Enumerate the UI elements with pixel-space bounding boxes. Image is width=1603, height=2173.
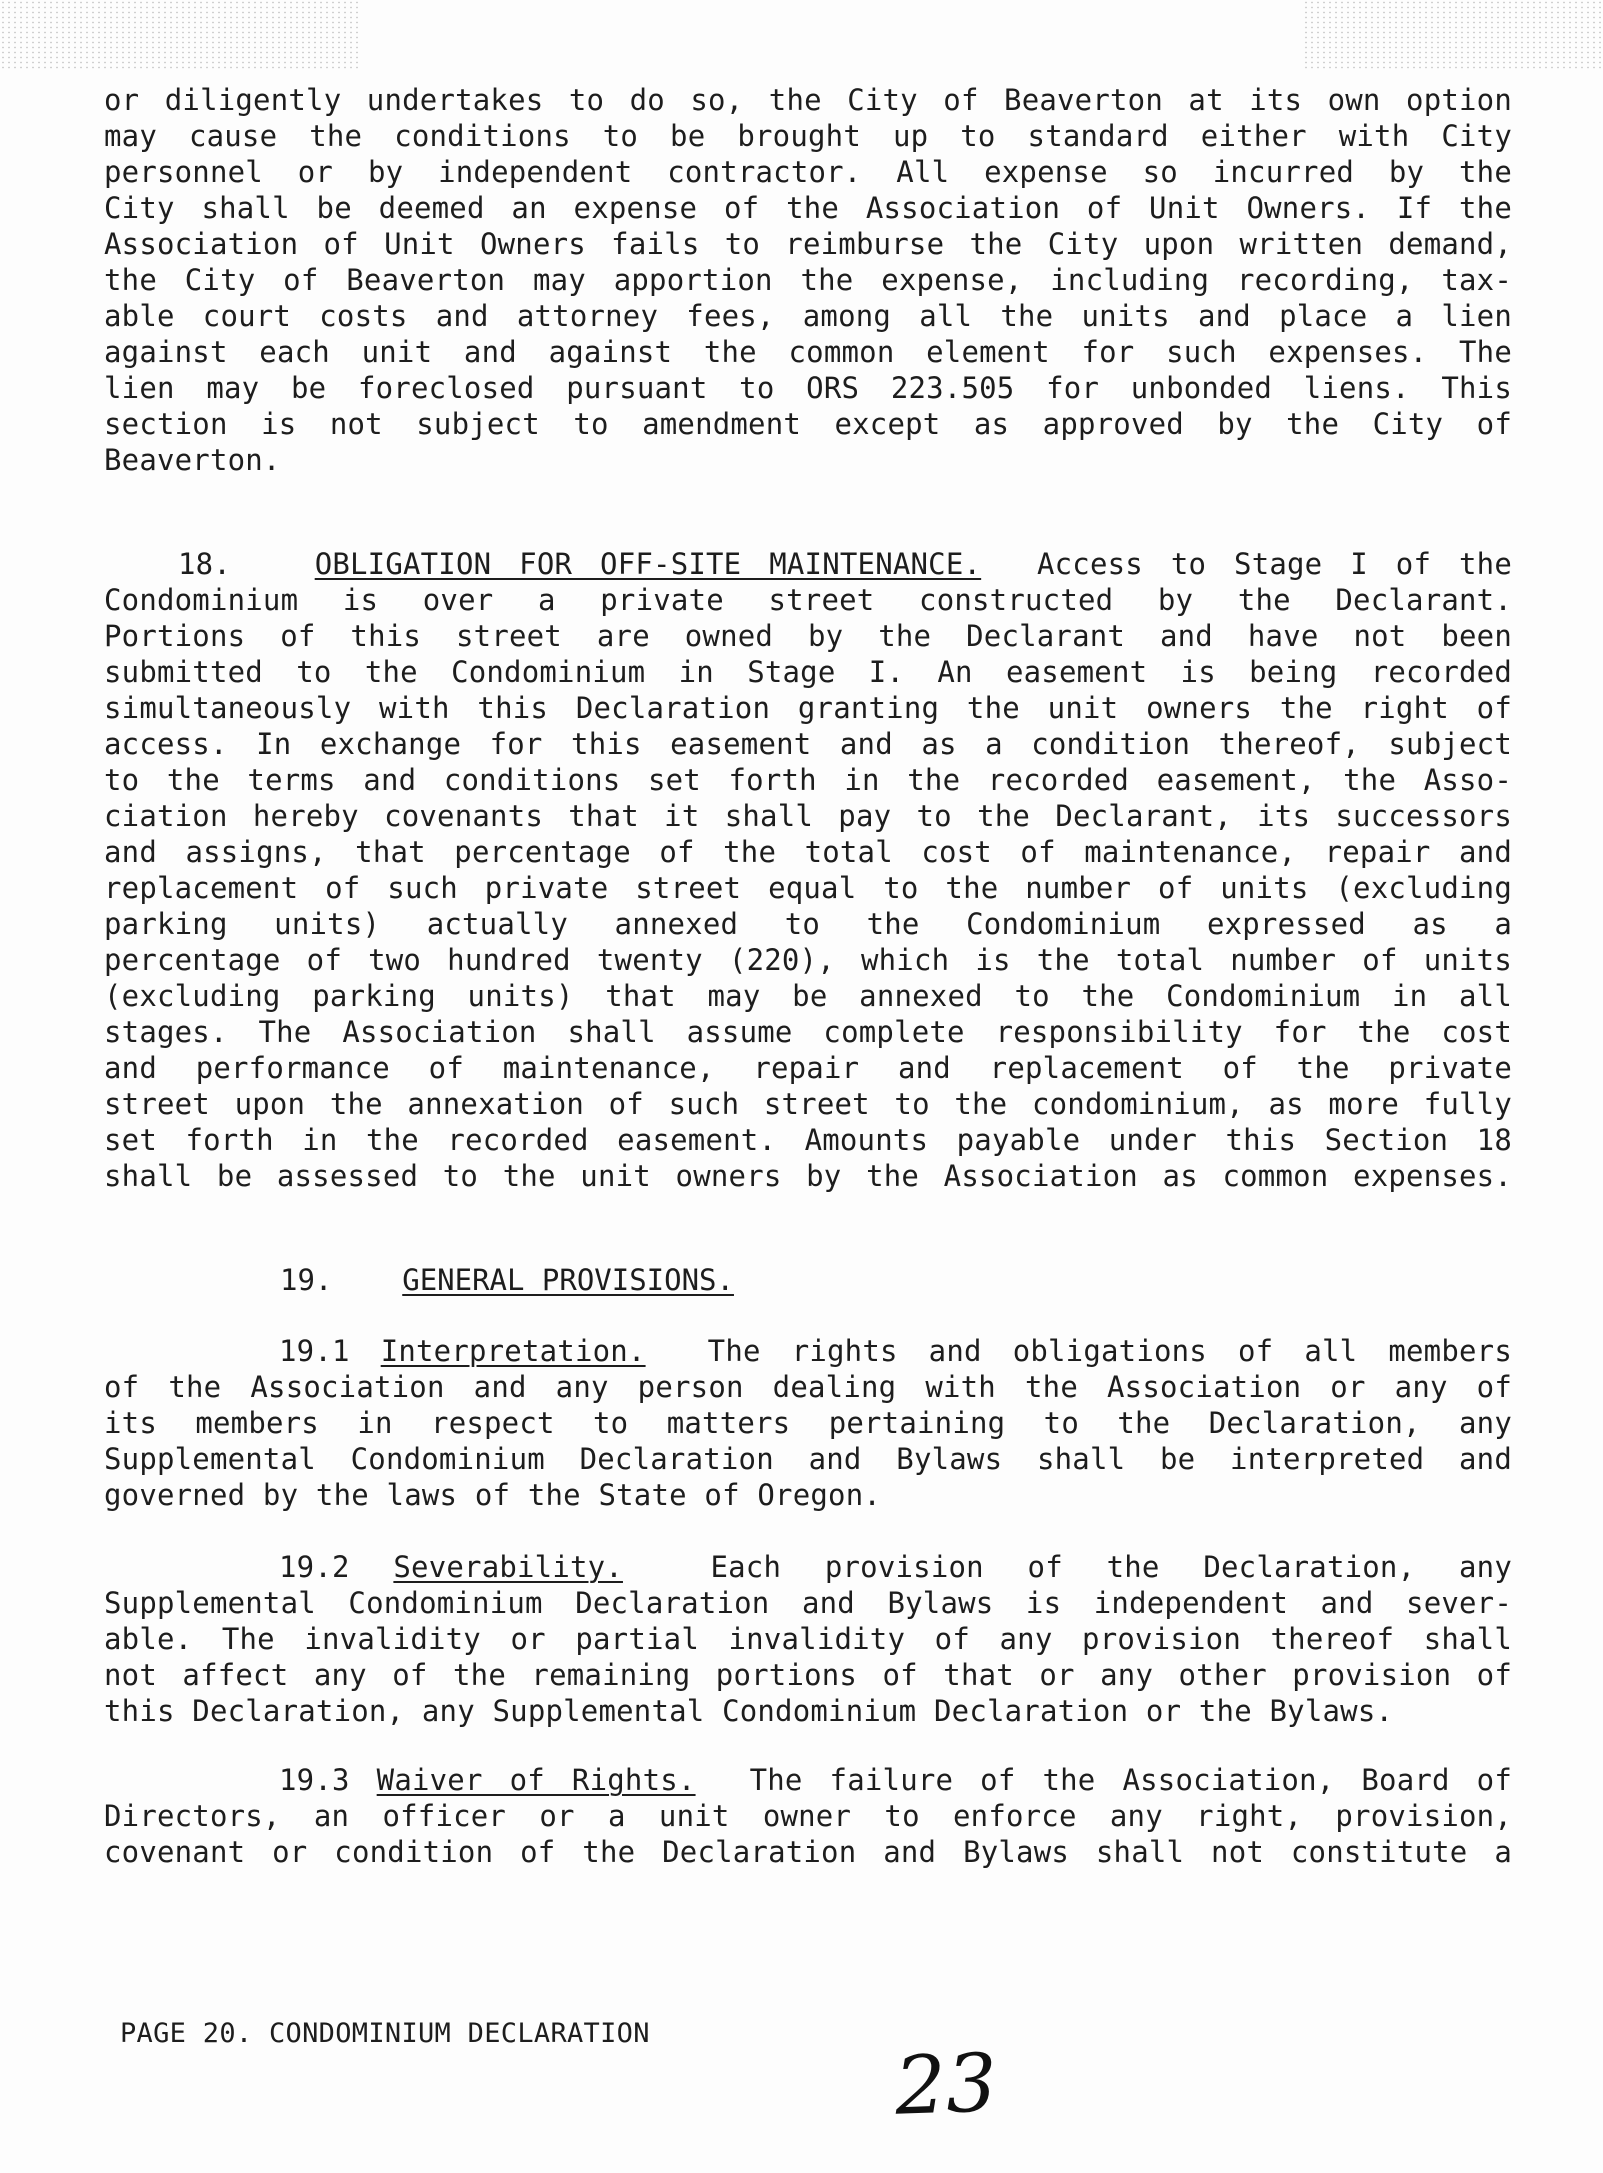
text-line: shall be assessed to the unit owners by the Association as common expenses. — [104, 1159, 1512, 1193]
text-line: or diligently undertakes to do so, the City of Beaverton at its own option — [104, 83, 1512, 117]
text-fragment: Each provision of the Declaration, any — [710, 1550, 1512, 1584]
section-19-1-first-line — [104, 1333, 1512, 1369]
text-fragment: Access to Stage I of the — [1036, 547, 1512, 581]
text-fragment: The rights and obligations of all members — [707, 1334, 1512, 1368]
text-line: submitted to the Condominium in Stage I. An easement is being recorded — [104, 655, 1512, 689]
text-line: Condominium is over a private street constructed by the Declarant. — [104, 583, 1512, 617]
section-number: 18. — [178, 547, 231, 581]
scan-noise — [0, 0, 360, 70]
text-line: able court costs and attorney fees, among all the units and place a lien — [104, 299, 1512, 333]
section-19-3-first-line — [104, 1762, 1512, 1798]
scan-noise — [1303, 0, 1603, 70]
text-line: (excluding parking units) that may be annexed to the Condominium in all — [104, 979, 1512, 1013]
text-line: Supplemental Condominium Declaration and Bylaws is independent and sever- — [104, 1586, 1512, 1620]
text-line: lien may be foreclosed pursuant to ORS 223.505 for unbonded liens. This — [104, 371, 1512, 405]
section-title: Interpretation. — [380, 1334, 646, 1368]
text-line: ciation hereby covenants that it shall pay to the Declarant, its successors — [104, 799, 1512, 833]
text-line: this Declaration, any Supplemental Condominium Declaration or the Bylaws. — [104, 1694, 1394, 1728]
handwritten-page-number: 23 — [893, 2036, 999, 2133]
section-title: GENERAL PROVISIONS. — [402, 1263, 734, 1297]
text-line: covenant or condition of the Declaration and Bylaws shall not constitute a — [104, 1835, 1512, 1869]
text-line: Association of Unit Owners fails to reimburse the City upon written demand, — [104, 227, 1512, 261]
continued-paragraph — [104, 82, 1512, 478]
text-line: Portions of this street are owned by the Declarant and have not been — [104, 619, 1512, 653]
text-line: simultaneously with this Declaration granting the unit owners the right of — [104, 691, 1512, 725]
text-line: section is not subject to amendment except as approved by the City of — [104, 407, 1512, 441]
section-19-heading — [280, 1262, 734, 1298]
text-line: Beaverton. — [104, 443, 281, 477]
section-19-1 — [104, 1333, 1512, 1513]
text-line: personnel or by independent contractor. All expense so incurred by the — [104, 155, 1512, 189]
text-line: set forth in the recorded easement. Amounts payable under this Section 18 — [104, 1123, 1512, 1157]
text-line: able. The invalidity or partial invalidity of any provision thereof shall — [104, 1622, 1512, 1656]
page-footer: PAGE 20. CONDOMINIUM DECLARATION — [120, 2018, 650, 2049]
section-title: Waiver of Rights. — [376, 1763, 696, 1797]
text-line: may cause the conditions to be brought up to standard either with City — [104, 119, 1512, 153]
section-number: 19.3 — [279, 1763, 350, 1797]
text-line: stages. The Association shall assume complete responsibility for the cost — [104, 1015, 1512, 1049]
text-line: against each unit and against the common element for such expenses. The — [104, 335, 1512, 369]
text-line: the City of Beaverton may apportion the expense, including recording, tax- — [104, 263, 1512, 297]
section-number: 19.1 — [279, 1334, 350, 1368]
text-line: replacement of such private street equal to the number of units (excluding — [104, 871, 1512, 905]
text-line: and assigns, that percentage of the total cost of maintenance, repair and — [104, 835, 1512, 869]
text-line: City shall be deemed an expense of the Association of Unit Owners. If the — [104, 191, 1512, 225]
text-line: street upon the annexation of such street to the condominium, as more fully — [104, 1087, 1512, 1121]
text-line: parking units) actually annexed to the Condominium expressed as a — [104, 907, 1512, 941]
section-19-3 — [104, 1762, 1512, 1870]
text-line: not affect any of the remaining portions of that or any other provision of — [104, 1658, 1512, 1692]
section-title: Severability. — [393, 1550, 623, 1584]
text-line: governed by the laws of the State of Oregon. — [104, 1478, 882, 1512]
section-19-2 — [104, 1549, 1512, 1729]
section-19-2-first-line — [104, 1549, 1512, 1585]
section-number: 19.2 — [279, 1550, 350, 1584]
text-line: and performance of maintenance, repair and replacement of the private — [104, 1051, 1512, 1085]
text-fragment: The failure of the Association, Board of — [749, 1763, 1513, 1797]
section-18-first-line — [104, 546, 1512, 582]
section-number: 19. — [280, 1263, 333, 1297]
text-line: Supplemental Condominium Declaration and Bylaws shall be interpreted and — [104, 1442, 1512, 1476]
text-line: to the terms and conditions set forth in the recorded easement, the Asso- — [104, 763, 1512, 797]
section-18 — [104, 546, 1512, 1194]
text-line: its members in respect to matters pertaining to the Declaration, any — [104, 1406, 1512, 1440]
section-title: OBLIGATION FOR OFF-SITE MAINTENANCE. — [314, 547, 982, 581]
text-line: Directors, an officer or a unit owner to enforce any right, provision, — [104, 1799, 1512, 1833]
text-line: access. In exchange for this easement and as a condition thereof, subject — [104, 727, 1512, 761]
text-line: of the Association and any person dealing with the Association or any of — [104, 1370, 1512, 1404]
text-line: percentage of two hundred twenty (220), which is the total number of units — [104, 943, 1512, 977]
